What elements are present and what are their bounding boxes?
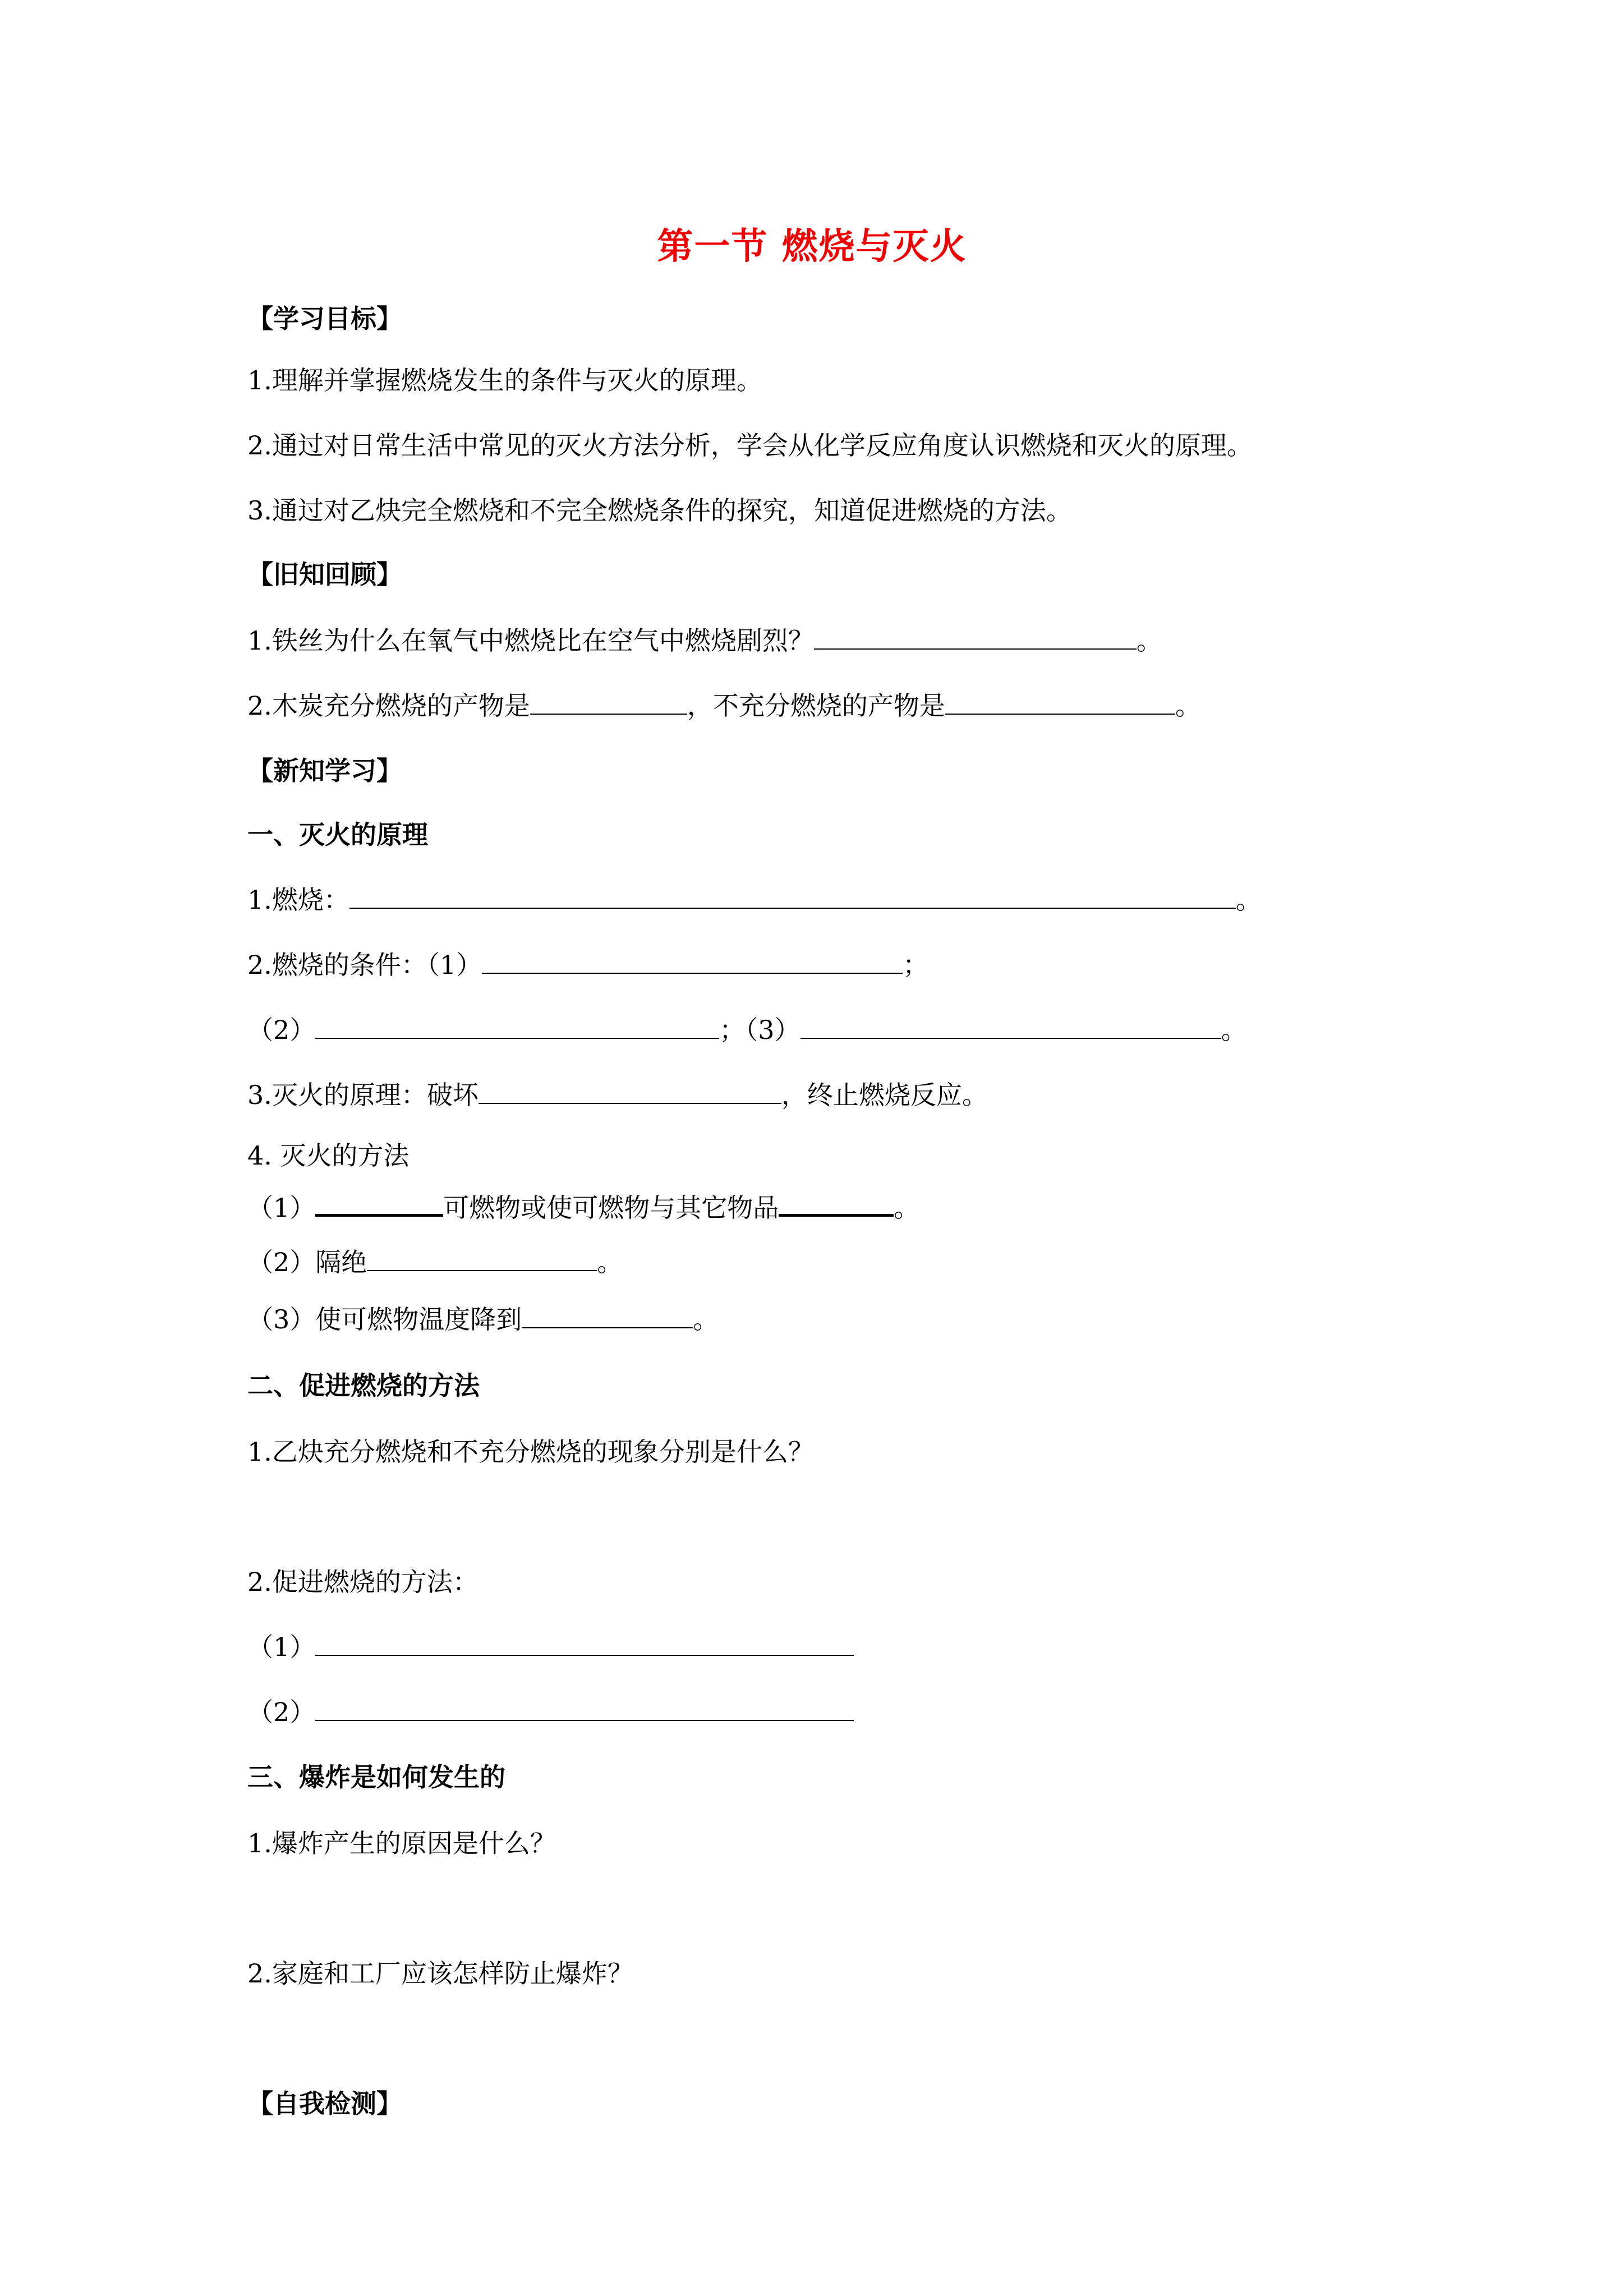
subsection-heading-3: 三、爆炸是如何发生的 <box>247 1762 505 1792</box>
combustion-definition <box>247 883 1262 917</box>
promote-combustion-label: 2.促进燃烧的方法： <box>247 1567 479 1597</box>
condition-2-label: （2） <box>247 1015 316 1045</box>
promote-method-1-number: （1） <box>247 1632 316 1662</box>
combustion-conditions <box>247 948 928 982</box>
review-question-2 <box>247 689 1201 723</box>
punctuation: ； <box>903 950 929 980</box>
subsection-heading-2: 二、促进燃烧的方法 <box>247 1370 480 1401</box>
section-heading-goals: 【学习目标】 <box>247 303 402 334</box>
condition-3-label: ；（3） <box>719 1015 801 1045</box>
punctuation: 。 <box>693 1304 719 1335</box>
promote-method-2-number: （2） <box>247 1697 316 1727</box>
punctuation: 。 <box>1175 691 1201 721</box>
punctuation: 。 <box>1136 625 1162 656</box>
answer-blank[interactable] <box>315 1189 443 1217</box>
principle-end: ，终止燃烧反应。 <box>781 1080 988 1110</box>
review-q2-part1: 2.木炭充分燃烧的产物是 <box>247 691 530 721</box>
section-heading-selfcheck: 【自我检测】 <box>247 2088 402 2119</box>
answer-blank[interactable] <box>530 689 687 715</box>
goal-item-2: 2.通过对日常生活中常见的灭火方法分析，学会从化学反应角度认识燃烧和灭火的原理。 <box>247 430 1253 461</box>
explosion-cause-question: 1.爆炸产生的原因是什么？ <box>247 1828 556 1858</box>
answer-blank[interactable] <box>779 1189 894 1217</box>
punctuation: 。 <box>1221 1015 1247 1045</box>
page-title: 第一节 燃烧与灭火 <box>657 226 967 268</box>
subsection-heading-1: 一、灭火的原理 <box>247 820 428 850</box>
punctuation: 。 <box>1235 885 1262 915</box>
answer-blank[interactable] <box>315 1630 854 1656</box>
review-q1-text: 1.铁丝为什么在氧气中燃烧比在空气中燃烧剧烈？ <box>247 625 814 656</box>
answer-blank[interactable] <box>814 624 1137 650</box>
method-3-text: （3）使可燃物温度降到 <box>247 1304 522 1335</box>
method-1-text: 可燃物或使可燃物与其它物品 <box>443 1193 779 1223</box>
method-1-number: （1） <box>247 1193 316 1223</box>
explosion-prevention-question: 2.家庭和工厂应该怎样防止爆炸？ <box>247 1958 633 1989</box>
fire-extinguishing-principle <box>247 1078 988 1112</box>
method-1 <box>247 1189 919 1225</box>
punctuation: 。 <box>894 1193 920 1223</box>
answer-blank[interactable] <box>522 1303 693 1328</box>
acetylene-question: 1.乙炔充分燃烧和不充分燃烧的现象分别是什么？ <box>247 1437 814 1467</box>
promote-method-2 <box>247 1695 854 1729</box>
answer-blank[interactable] <box>945 689 1175 715</box>
principle-label: 3.灭火的原理：破坏 <box>247 1080 479 1110</box>
answer-blank[interactable] <box>801 1013 1221 1039</box>
method-2-text: （2）隔绝 <box>247 1247 367 1277</box>
combustion-label: 1.燃烧： <box>247 885 349 915</box>
answer-blank[interactable] <box>315 1013 719 1039</box>
method-3 <box>247 1303 719 1336</box>
promote-method-1 <box>247 1630 854 1664</box>
answer-blank[interactable] <box>315 1695 854 1721</box>
answer-blank[interactable] <box>482 948 903 974</box>
answer-blank[interactable] <box>479 1078 781 1104</box>
combustion-conditions-2 <box>247 1013 1247 1047</box>
goal-item-3: 3.通过对乙炔完全燃烧和不完全燃烧条件的探究，知道促进燃烧的方法。 <box>247 495 1072 526</box>
review-q2-part2: ，不充分燃烧的产物是 <box>687 691 945 721</box>
conditions-label: 2.燃烧的条件：（1） <box>247 950 482 980</box>
method-2 <box>247 1245 623 1279</box>
section-heading-new: 【新知学习】 <box>247 756 402 786</box>
punctuation: 。 <box>597 1247 623 1277</box>
review-question-1 <box>247 624 1162 657</box>
extinguishing-methods-label: 4. 灭火的方法 <box>247 1140 410 1171</box>
answer-blank[interactable] <box>367 1245 597 1271</box>
goal-item-1: 1.理解并掌握燃烧发生的条件与灭火的原理。 <box>247 365 762 395</box>
answer-blank[interactable] <box>349 883 1236 909</box>
section-heading-review: 【旧知回顾】 <box>247 559 402 590</box>
